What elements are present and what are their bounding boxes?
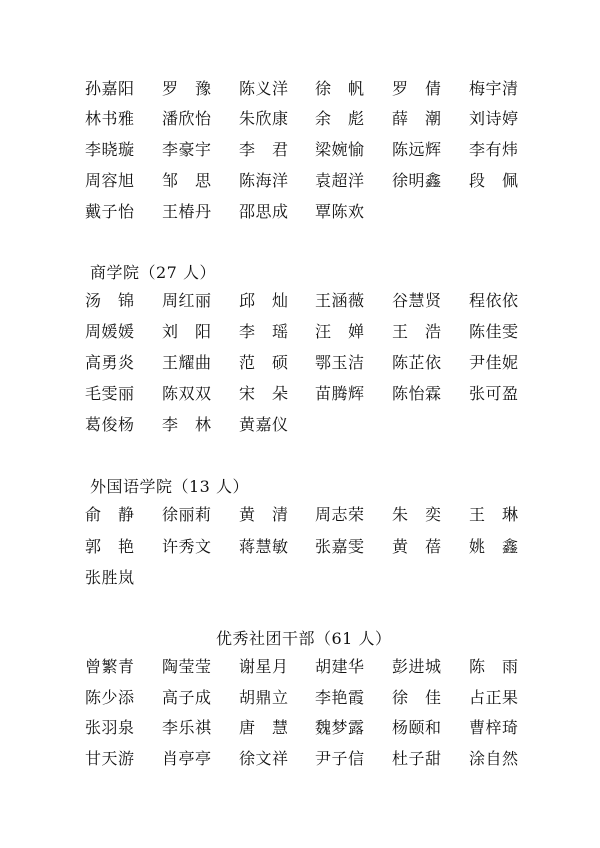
person-name: 邵思成: [239, 202, 289, 221]
person-name: 朱 奕: [392, 505, 442, 524]
person-name: 陈义洋: [239, 79, 289, 98]
person-name: 徐 帆: [315, 79, 365, 98]
person-name: 周红丽: [162, 291, 212, 310]
person-name: 张羽泉: [85, 718, 135, 737]
person-name: 潘欣怡: [162, 109, 212, 128]
person-name: 杨颐和: [392, 718, 442, 737]
name-row: [0, 746, 600, 772]
section-heading-business-school: 商学院（27 人）: [90, 263, 216, 282]
person-name: 陈佳雯: [469, 322, 519, 341]
person-name: 葛俊杨: [85, 415, 135, 434]
person-name: 姚 鑫: [469, 537, 519, 556]
person-name: 黄 清: [239, 505, 289, 524]
person-name: 孙嘉阳: [85, 79, 135, 98]
person-name: 段 佩: [469, 171, 519, 190]
person-name: 李晓璇: [85, 140, 135, 159]
person-name: 徐文祥: [239, 749, 289, 768]
person-name: 覃陈欢: [315, 202, 365, 221]
person-name: 陈芷依: [392, 353, 442, 372]
person-name: 薛 潮: [392, 109, 442, 128]
name-row: [0, 137, 600, 163]
person-name: 曾繁青: [85, 657, 135, 676]
person-name: 余 彪: [315, 109, 365, 128]
name-row: [0, 381, 600, 407]
person-name: 张嘉雯: [315, 537, 365, 556]
person-name: 徐明鑫: [392, 171, 442, 190]
person-name: 陈远辉: [392, 140, 442, 159]
person-name: 黄嘉仪: [239, 415, 289, 434]
person-name: 唐 慧: [239, 718, 289, 737]
section-heading-foreign-languages: 外国语学院（13 人）: [90, 477, 249, 496]
person-name: 梅宇清: [469, 79, 519, 98]
person-name: 徐 佳: [392, 688, 442, 707]
person-name: 王耀曲: [162, 353, 212, 372]
person-name: 罗 豫: [162, 79, 212, 98]
name-row: [0, 168, 600, 194]
person-name: 林书雅: [85, 109, 135, 128]
person-name: 蒋慧敏: [239, 537, 289, 556]
person-name: 陈 雨: [469, 657, 519, 676]
person-name: 王 琳: [469, 505, 519, 524]
person-name: 高勇炎: [85, 353, 135, 372]
person-name: 陈海洋: [239, 171, 289, 190]
person-name: 戴子怡: [85, 202, 135, 221]
person-name: 刘诗婷: [469, 109, 519, 128]
person-name: 袁超洋: [315, 171, 365, 190]
name-row: [0, 199, 600, 225]
person-name: 邹 思: [162, 171, 212, 190]
person-name: 王 浩: [392, 322, 442, 341]
person-name: 李艳霞: [315, 688, 365, 707]
person-name: 梁婉愉: [315, 140, 365, 159]
person-name: 李豪宇: [162, 140, 212, 159]
person-name: 尹子信: [315, 749, 365, 768]
person-name: 陈怡霖: [392, 384, 442, 403]
person-name: 曹梓琦: [469, 718, 519, 737]
name-row: [0, 565, 600, 591]
person-name: 汤 锦: [85, 291, 135, 310]
person-name: 郭 艳: [85, 537, 135, 556]
name-row: [0, 715, 600, 741]
name-row: [0, 534, 600, 560]
person-name: 鄂玉洁: [315, 353, 365, 372]
person-name: 周容旭: [85, 171, 135, 190]
person-name: 汪 婵: [315, 322, 365, 341]
section-heading-outstanding-club-cadres: 优秀社团干部（61 人）: [216, 629, 392, 648]
person-name: 李 林: [162, 415, 212, 434]
person-name: 俞 静: [85, 505, 135, 524]
name-row: [0, 288, 600, 314]
person-name: 邱 灿: [239, 291, 289, 310]
person-name: 杜子甜: [392, 749, 442, 768]
person-name: 高子成: [162, 688, 212, 707]
person-name: 谢星月: [239, 657, 289, 676]
person-name: 李乐祺: [162, 718, 212, 737]
name-row: [0, 412, 600, 438]
person-name: 李 瑶: [239, 322, 289, 341]
person-name: 宋 朵: [239, 384, 289, 403]
person-name: 陶莹莹: [162, 657, 212, 676]
person-name: 王椿丹: [162, 202, 212, 221]
person-name: 王涵薇: [315, 291, 365, 310]
person-name: 谷慧贤: [392, 291, 442, 310]
person-name: 周媛媛: [85, 322, 135, 341]
name-row: [0, 106, 600, 132]
name-row: [0, 76, 600, 102]
person-name: 李有炜: [469, 140, 519, 159]
person-name: 黄 蓓: [392, 537, 442, 556]
person-name: 苗腾辉: [315, 384, 365, 403]
person-name: 毛雯丽: [85, 384, 135, 403]
name-row: [0, 685, 600, 711]
person-name: 李 君: [239, 140, 289, 159]
person-name: 张可盈: [469, 384, 519, 403]
person-name: 涂自然: [469, 749, 519, 768]
person-name: 程依依: [469, 291, 519, 310]
name-row: [0, 319, 600, 345]
person-name: 范 硕: [239, 353, 289, 372]
person-name: 朱欣康: [239, 109, 289, 128]
person-name: 张胜岚: [85, 568, 135, 587]
person-name: 许秀文: [162, 537, 212, 556]
person-name: 徐丽莉: [162, 505, 212, 524]
person-name: 周志荣: [315, 505, 365, 524]
person-name: 彭进城: [392, 657, 442, 676]
person-name: 胡建华: [315, 657, 365, 676]
person-name: 胡鼎立: [239, 688, 289, 707]
person-name: 罗 倩: [392, 79, 442, 98]
person-name: 魏梦露: [315, 718, 365, 737]
person-name: 陈少添: [85, 688, 135, 707]
name-row: [0, 350, 600, 376]
person-name: 陈双双: [162, 384, 212, 403]
name-row: [0, 502, 600, 528]
person-name: 尹佳妮: [469, 353, 519, 372]
person-name: 占正果: [469, 688, 519, 707]
name-row: [0, 654, 600, 680]
person-name: 肖亭亭: [162, 749, 212, 768]
person-name: 甘天游: [85, 749, 135, 768]
person-name: 刘 阳: [162, 322, 212, 341]
